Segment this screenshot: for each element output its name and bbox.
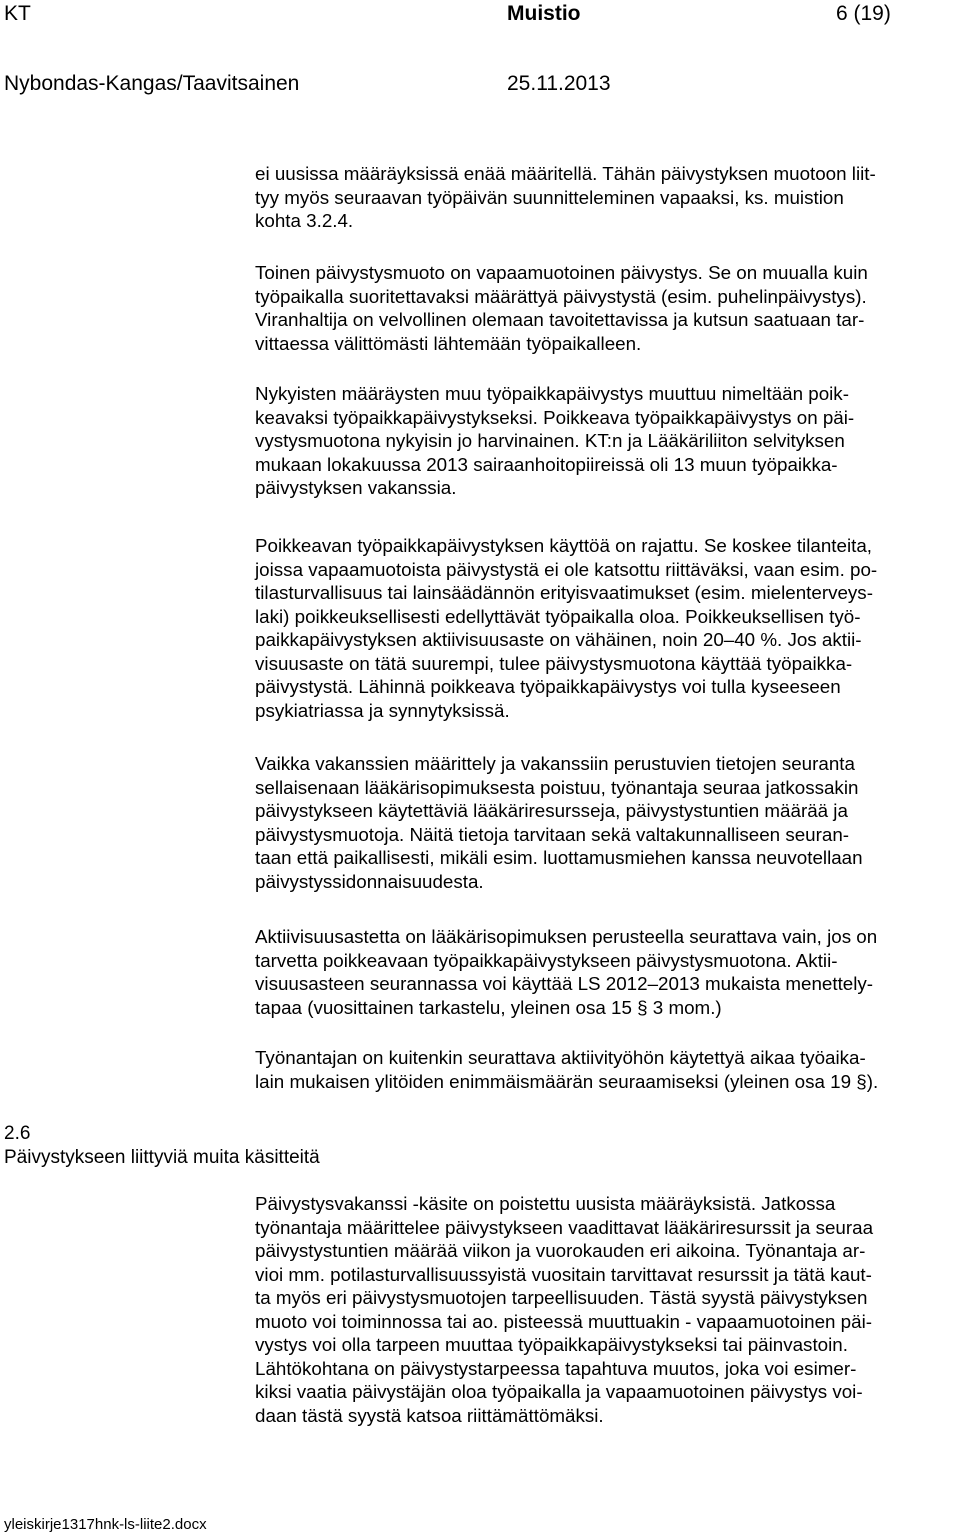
footer-filename: yleiskirje1317hnk-ls-liite2.docx — [4, 1516, 207, 1533]
paragraph-line: Viranhaltija on velvollinen olemaan tavoitettavissa ja kutsun saatuaan tar- — [255, 309, 865, 330]
paragraph-line: kohta 3.2.4. — [255, 210, 354, 231]
paragraph-line: työpaikalla suoritettavaksi määrättyä päivystystä (esim. puhelinpäivystys). — [255, 285, 867, 307]
header-authors: Nybondas-Kangas/Taavitsainen — [4, 72, 300, 95]
paragraph-line: visuusasteen seurannassa voi käyttää LS 2012–2013 mukaista menettely- — [255, 973, 874, 994]
paragraph-line: joissa vapaamuotoista päivystystä ei ole katsottu riittäväksi, vaan esim. po- — [255, 558, 878, 580]
paragraph-line: laki) poikkeuksellisesti edellyttävät työpaikalla oloa. Poikkeuksellisen työ- — [255, 605, 861, 627]
section-heading — [4, 1122, 320, 1170]
paragraph-line: visuusaste on tätä suurempi, tulee päivystysmuotona käyttää työpaikka- — [255, 652, 853, 674]
paragraph-line: vystys voi olla tarpeen muuttaa työpaikkapäivystykseksi tai päinvastoin. — [255, 1334, 848, 1355]
paragraph-line: keavaksi työpaikkapäivystykseksi. Poikkeava työpaikkapäivystys on päi- — [255, 406, 855, 428]
header-org: KT — [4, 2, 31, 25]
paragraph-4 — [255, 534, 960, 722]
paragraph-5 — [255, 752, 960, 893]
paragraph-line: päivystykseen käytettäviä lääkäriresursseja, päivystystuntien määrää ja — [255, 800, 848, 821]
paragraph-line: päivystyssidonnaisuudesta. — [255, 870, 484, 892]
paragraph-line: tarvetta poikkeavaan työpaikkapäivystykseen päivystysmuotona. Aktii- — [255, 949, 838, 971]
paragraph-line: mukaan lokakuussa 2013 sairaanhoitopiireissä oli 13 muun työpaikka- — [255, 453, 838, 475]
paragraph-line: tyy myös seuraavan työpäivän suunnitteleminen vapaaksi, ks. muistion — [255, 186, 844, 208]
paragraph-line: muoto voi toiminnossa tai ao. pisteessä muuttuakin - vapaamuotoinen päi- — [255, 1310, 872, 1332]
paragraph-line: työnantaja määrittelee päivystykseen vaadittavat lääkäriresurssit ja seuraa — [255, 1216, 874, 1238]
paragraph-1 — [255, 162, 960, 233]
paragraph-line: tapaa (vuosittainen tarkastelu, yleinen osa 15 § 3 mom.) — [255, 996, 722, 1018]
paragraph-line: Päivystysvakanssi -käsite on poistettu uusista määräyksistä. Jatkossa — [255, 1193, 836, 1214]
paragraph-line: psykiatriassa ja synnytyksissä. — [255, 699, 510, 721]
paragraph-line: ei uusissa määräyksissä enää määritellä. Tähän päivystyksen muotoon liit- — [255, 163, 876, 184]
header-date: 25.11.2013 — [507, 72, 611, 95]
paragraph-line: ta myös eri päivystysmuotojen tarpeellisuuden. Tästä syystä päivystyksen — [255, 1287, 868, 1308]
paragraph-line: sellaisenaan lääkärisopimuksesta poistuu, työnantaja seuraa jatkossakin — [255, 776, 859, 798]
paragraph-line: Lähtökohtana on päivystystarpeessa tapahtuva muutos, joka voi esimer- — [255, 1357, 857, 1379]
paragraph-line: tilasturvallisuus tai lainsäädännön erityisvaatimukset (esim. mielenterveys- — [255, 582, 873, 603]
paragraph-line: vioi mm. potilasturvallisuussyistä vuositain tarvittavat resurssit ja tätä kaut- — [255, 1263, 872, 1285]
section-title: Päivystykseen liittyviä muita käsitteitä — [4, 1147, 320, 1168]
paragraph-line: päivystystä. Lähinnä poikkeava työpaikkapäivystys voi tulla kyseeseen — [255, 676, 841, 697]
section-number: 2.6 — [4, 1123, 31, 1144]
paragraph-line: kiksi vaatia päivystäjän oloa työpaikalla ja vapaamuotoinen päivystys voi- — [255, 1381, 863, 1402]
paragraph-line: paikkapäivystyksen aktiivisuusaste on vähäinen, noin 20–40 %. Jos aktii- — [255, 629, 862, 650]
paragraph-line: päivystysmuotoja. Näitä tietoja tarvitaan sekä valtakunnalliseen seuran- — [255, 823, 850, 845]
paragraph-7 — [255, 1046, 960, 1093]
paragraph-line: Toinen päivystysmuoto on vapaamuotoinen päivystys. Se on muualla kuin — [255, 262, 868, 283]
paragraph-line: Aktiivisuusastetta on lääkärisopimuksen perusteella seurattava vain, jos on — [255, 926, 878, 947]
paragraph-line: daan tästä syystä katsoa riittämättömäksi. — [255, 1404, 604, 1426]
paragraph-line: päivystyksen vakanssia. — [255, 477, 457, 498]
paragraph-line: vittaessa välittömästi lähtemään työpaikalleen. — [255, 332, 642, 354]
paragraph-3 — [255, 382, 960, 500]
paragraph-line: lain mukaisen ylitöiden enimmäismäärän seuraamiseksi (yleinen osa 19 §). — [255, 1070, 879, 1092]
paragraph-line: Työnantajan on kuitenkin seurattava aktiivityöhön käytettyä aikaa työaika- — [255, 1047, 866, 1068]
paragraph-line: Vaikka vakanssien määrittely ja vakanssiin perustuvien tietojen seuranta — [255, 753, 855, 774]
header-page-number: 6 (19) — [836, 2, 891, 25]
paragraph-line: Nykyisten määräysten muu työpaikkapäivystys muuttuu nimeltään poik- — [255, 383, 849, 404]
paragraph-6 — [255, 925, 960, 1019]
paragraph-line: päivystystuntien määrää viikon ja vuorokauden eri aikoina. Työnantaja ar- — [255, 1240, 866, 1261]
paragraph-line: taan että paikallisesti, mikäli esim. luottamusmiehen kanssa neuvotellaan — [255, 847, 863, 868]
paragraph-8 — [255, 1192, 960, 1427]
header-doc-type: Muistio — [507, 2, 581, 25]
paragraph-line: vystysmuotona nykyisin jo harvinainen. KT:n ja Lääkäriliiton selvityksen — [255, 430, 845, 451]
paragraph-2 — [255, 261, 960, 355]
paragraph-line: Poikkeavan työpaikkapäivystyksen käyttöä on rajattu. Se koskee tilanteita, — [255, 535, 872, 556]
